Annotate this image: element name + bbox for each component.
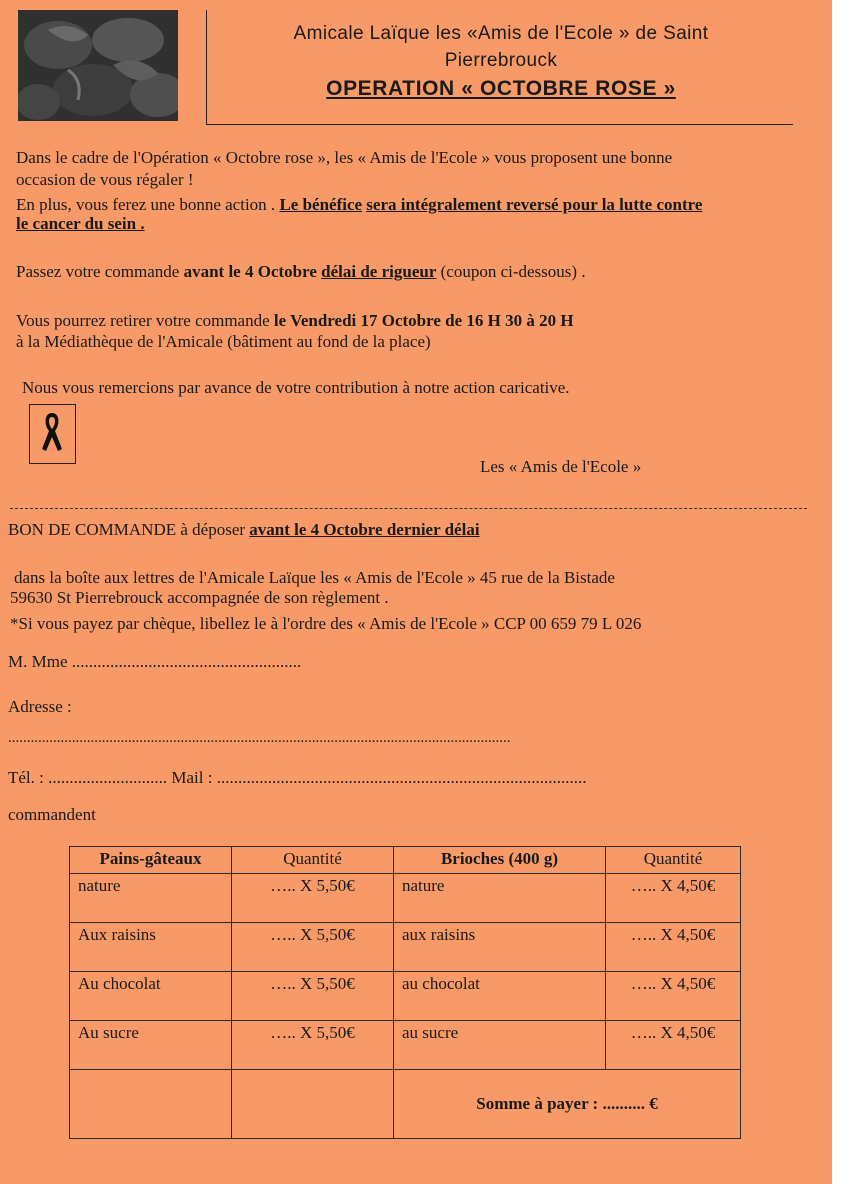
order-deadline-prefix: Passez votre commande [16,262,184,281]
table-header-row [70,847,741,874]
cake-name: Au chocolat [70,972,232,1021]
cake-quantity[interactable]: ….. X 5,50€ [232,874,394,923]
cut-line [10,508,807,509]
cake-name: Au sucre [70,1021,232,1070]
brioche-quantity[interactable]: ….. X 4,50€ [606,972,741,1021]
signature: Les « Amis de l'Ecole » [480,457,642,476]
scan-margin [832,0,867,1184]
name-label: M. Mme [8,652,72,671]
ribbon-photo [18,10,178,121]
total-row [70,1070,741,1139]
order-deadline-strict: délai de rigueur [321,262,437,281]
benefit-word: Le bénéfice [279,195,363,214]
table-row [70,874,741,923]
organization-name-line1: Amicale Laïque les «Amis de l'Ecole » de Saint [293,23,709,44]
operation-title: OPERATION « OCTOBRE ROSE » [326,77,676,100]
contact-fields[interactable] [8,768,586,788]
cake-name: Aux raisins [70,923,232,972]
mail-label: Mail : [167,768,217,787]
brioche-quantity[interactable]: ….. X 4,50€ [606,923,741,972]
benefit-rest: sera intégralement reversé pour la lutte contre [366,195,703,214]
brioche-name: nature [394,874,606,923]
header-brioches: Brioches (400 g) [394,847,606,874]
tel-label: Tél. : [8,768,49,787]
thanks-text: Nous vous remercions par avance de votre contribution à notre action caricative. [22,378,570,397]
intro-line2: occasion de vous régaler ! [16,170,194,189]
mail-blank[interactable]: ....................................................................................... [216,768,587,787]
brioche-name: aux raisins [394,923,606,972]
table-row [70,972,741,1021]
coupon-heading [8,520,480,540]
coupon-heading-prefix: BON DE COMMANDE à déposer [8,520,250,539]
benefit-line2: le cancer du sein . [16,214,145,233]
coupon-heading-deadline: avant le 4 Octobre dernier délai [249,520,480,539]
address-blank[interactable]: ...................................................................................................................................... [8,730,511,746]
table-row [70,923,741,972]
header-quantite-1: Quantité [232,847,394,874]
organization-name-line2: Pierrebrouck [444,50,558,71]
commandent-label: commandent [8,805,96,824]
order-deadline-suffix: (coupon ci-dessous) . [436,262,586,281]
coupon-address-line2: 59630 St Pierrebrouck accompagnée de son règlement . [10,588,389,607]
table-row [70,1021,741,1070]
empty-cell [70,1070,232,1139]
pickup-prefix: Vous pourrez retirer votre commande [16,311,274,330]
organization-name [206,20,796,74]
brioche-name: au chocolat [394,972,606,1021]
order-table [69,846,741,1139]
header-pains-gateaux: Pains-gâteaux [70,847,232,874]
header-quantite-2: Quantité [606,847,741,874]
pickup-line2: à la Médiathèque de l'Amicale (bâtiment au fond de la place) [16,332,431,351]
order-deadline [16,262,586,282]
brioche-name: au sucre [394,1021,606,1070]
name-blank[interactable]: ...................................................... [71,652,302,671]
coupon-address-line1: dans la boîte aux lettres de l'Amicale Laïque les « Amis de l'Ecole » 45 rue de la Bistade [14,568,615,587]
brioche-quantity[interactable]: ….. X 4,50€ [606,1021,741,1070]
cake-quantity[interactable]: ….. X 5,50€ [232,1021,394,1070]
awareness-ribbon-icon [29,404,76,464]
cake-name: nature [70,874,232,923]
cake-quantity[interactable]: ….. X 5,50€ [232,972,394,1021]
cake-quantity[interactable]: ….. X 5,50€ [232,923,394,972]
benefit-line1 [16,195,702,215]
name-field[interactable] [8,652,301,672]
intro-line1: Dans le cadre de l'Opération « Octobre rose », les « Amis de l'Ecole » vous proposent une bonne [16,148,673,167]
address-label: Adresse : [8,697,72,716]
benefit-prefix: En plus, vous ferez une bonne action . [16,195,280,214]
total-to-pay[interactable]: Somme à payer : .......... € [394,1070,741,1139]
brioche-quantity[interactable]: ….. X 4,50€ [606,874,741,923]
tel-blank[interactable]: ............................ [48,768,168,787]
pickup-line1 [16,311,574,331]
empty-cell [232,1070,394,1139]
cheque-instructions: *Si vous payez par chèque, libellez le à l'ordre des « Amis de l'Ecole » CCP 00 659 79 L 026 [10,614,642,633]
order-deadline-date: avant le 4 Octobre [183,262,322,281]
pickup-date: le Vendredi 17 Octobre de 16 H 30 à 20 H [273,311,574,330]
